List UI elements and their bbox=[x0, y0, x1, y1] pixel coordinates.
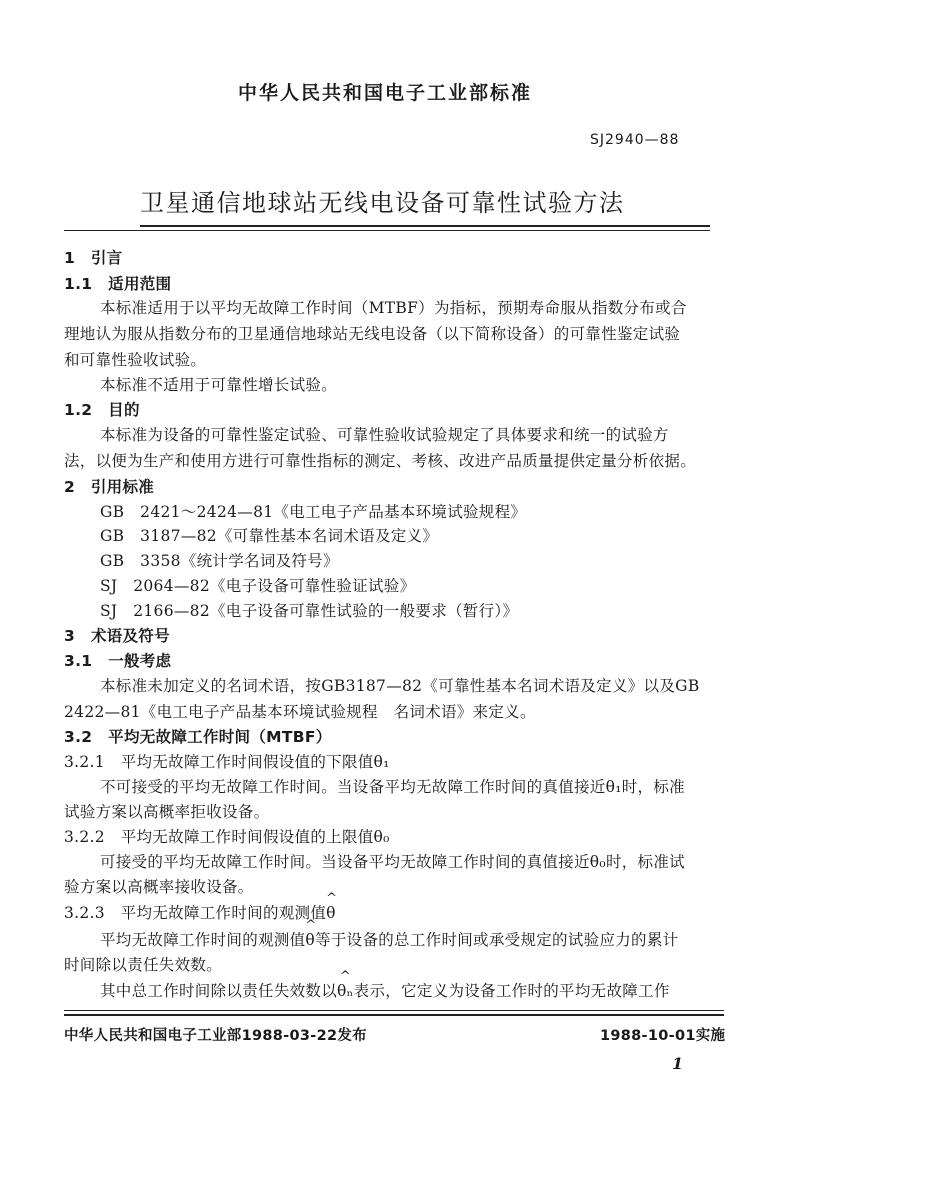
subsection-3-2-2-heading: 3.2.2 平均无故障工作时间假设值的上限值θ₀ bbox=[64, 828, 390, 846]
page-title: 卫星通信地球站无线电设备可靠性试验方法 bbox=[140, 189, 625, 217]
reference-item: GB 2421～2424—81《电工电子产品基本环境试验规程》 bbox=[100, 503, 527, 521]
section-3-1-heading: 3.1 一般考虑 bbox=[64, 652, 172, 670]
issuing-authority: 中华人民共和国电子工业部标准 bbox=[238, 82, 533, 104]
section-1-heading: 1 引言 bbox=[64, 249, 123, 267]
subsection-3-2-3-heading bbox=[64, 901, 336, 923]
paragraph-line: 验方案以高概率接收设备。 bbox=[64, 878, 254, 896]
paragraph-line: 不可接受的平均无故障工作时间。当设备平均无故障工作时间的真值接近θ₁时，标准 bbox=[100, 778, 685, 796]
paragraph-line bbox=[100, 979, 670, 1001]
paragraph-line: 本标准不适用于可靠性增长试验。 bbox=[100, 376, 338, 394]
reference-item: SJ 2166—82《电子设备可靠性试验的一般要求（暂行）》 bbox=[100, 602, 519, 620]
paragraph-line: 可接受的平均无故障工作时间。当设备平均无故障工作时间的真值接近θ₀时，标准试 bbox=[100, 853, 685, 871]
paragraph-line: 理地认为服从指数分布的卫星通信地球站无线电设备（以下简称设备）的可靠性鉴定试验 bbox=[64, 325, 681, 343]
issue-date: 中华人民共和国电子工业部1988-03-22发布 bbox=[64, 1028, 367, 1044]
text-fragment: 平均无故障工作时间的观测值 bbox=[100, 931, 306, 949]
page-number: 1 bbox=[672, 1054, 684, 1073]
paragraph-line: 法，以便为生产和使用方进行可靠性指标的测定、考核、改进产品质量提供定量分析依据。 bbox=[64, 452, 697, 470]
reference-item: GB 3187—82《可靠性基本名词术语及定义》 bbox=[100, 527, 439, 545]
paragraph-line: 本标准为设备的可靠性鉴定试验、可靠性验收试验规定了具体要求和统一的试验方 bbox=[100, 426, 669, 444]
title-rule-thin bbox=[64, 230, 710, 231]
subsection-3-2-3-label: 3.2.3 平均无故障工作时间的观测值 bbox=[64, 904, 327, 922]
effective-date: 1988-10-01实施 bbox=[600, 1028, 726, 1044]
section-3-2-heading: 3.2 平均无故障工作时间（MTBF） bbox=[64, 728, 332, 746]
section-3-heading: 3 术语及符号 bbox=[64, 627, 170, 645]
theta-hat-symbol: ^ θ bbox=[326, 904, 336, 922]
text-fragment: 表示，它定义为设备工作时的平均无故障工作 bbox=[353, 982, 670, 1000]
paragraph-line: 时间除以责任失效数。 bbox=[64, 956, 223, 974]
paragraph-line: 2422—81《电工电子产品基本环境试验规程 名词术语》来定义。 bbox=[64, 703, 536, 721]
paragraph-line: 和可靠性验收试验。 bbox=[64, 351, 207, 369]
reference-item: GB 3358《统计学名词及符号》 bbox=[100, 552, 339, 570]
subsection-3-2-1-heading: 3.2.1 平均无故障工作时间假设值的下限值θ₁ bbox=[64, 753, 390, 771]
paragraph-line: 本标准适用于以平均无故障工作时间（MTBF）为指标，预期寿命服从指数分布或合 bbox=[100, 299, 687, 317]
section-1-1-heading: 1.1 适用范围 bbox=[64, 275, 172, 293]
footer-rule-thick bbox=[64, 1014, 724, 1016]
paragraph-line: 本标准未加定义的名词术语，按GB3187—82《可靠性基本名词术语及定义》以及GB bbox=[100, 677, 700, 695]
paragraph-line bbox=[100, 928, 678, 950]
theta-hat-sub-symbol: ^ θₙ bbox=[337, 982, 354, 1000]
text-fragment: 其中总工作时间除以责任失效数以 bbox=[100, 982, 338, 1000]
standard-code: SJ2940—88 bbox=[590, 132, 680, 148]
reference-item: SJ 2064—82《电子设备可靠性验证试验》 bbox=[100, 577, 416, 595]
paragraph-line: 试验方案以高概率拒收设备。 bbox=[64, 803, 270, 821]
title-rule-thick bbox=[140, 225, 710, 227]
theta-hat-symbol: ^ θ bbox=[305, 931, 315, 949]
section-1-2-heading: 1.2 目的 bbox=[64, 401, 140, 419]
text-fragment: 等于设备的总工作时间或承受规定的试验应力的累计 bbox=[315, 931, 679, 949]
section-2-heading: 2 引用标准 bbox=[64, 478, 155, 496]
footer-rule-thin bbox=[64, 1010, 724, 1011]
